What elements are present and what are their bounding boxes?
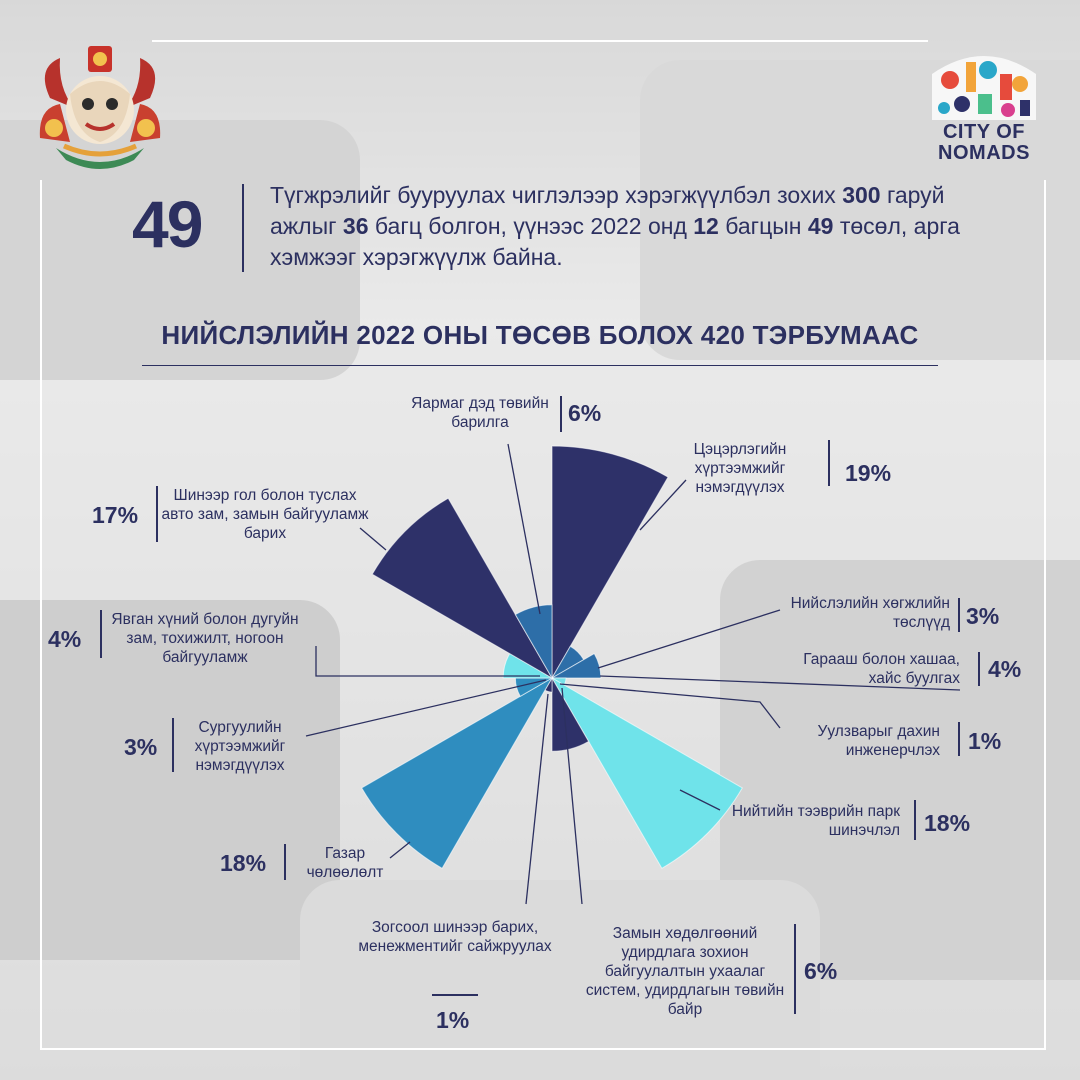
slice-percent: 4% [988,656,1022,682]
slice-percent: 19% [845,460,892,486]
intro-fragment: Түгжрэлийг бууруулах чиглэлээр хэрэгжүүлбэл зохих [270,182,843,208]
chart-title: НИЙСЛЭЛИЙН 2022 ОНЫ ТӨСӨВ БОЛОХ 420 ТЭРБУМААС [161,320,919,350]
leader-line [508,444,540,614]
intro-fragment: багц болгон, үүнээс 2022 онд [368,213,694,239]
slice-label: Гарааш болон хашаа, хайс буулгах [803,651,960,687]
label-divider [958,722,960,756]
label-divider [794,924,796,1014]
logo-text: CITY OF NOMADS [938,121,1030,164]
slice-percent: 18% [220,850,267,876]
label-divider [978,652,980,686]
intro-highlight: 49 [807,213,834,239]
leader-line [598,610,780,668]
slice-label: Уулзварыг дахин инженерчлэх [817,723,940,759]
label-divider [432,994,478,996]
slice-percent: 17% [92,502,139,528]
slice-label: Цэцэрлэгийн хүртээмжийг нэмэгдүүлэх [693,441,787,496]
slice-percent: 6% [568,400,602,426]
slice-percent: 3% [966,603,1000,629]
label-divider [560,396,562,432]
pie-slice [552,446,668,678]
label-divider [172,718,174,772]
slice-label: Шинээр гол болон туслах авто зам, замын байгууламж барих [161,487,369,542]
intro-fragment: багцын [718,213,808,239]
intro-highlight: 36 [342,213,369,239]
pie-slice [372,498,552,678]
label-divider [958,598,960,632]
intro-highlight: 12 [693,213,719,239]
slice-percent: 1% [436,1007,470,1033]
pie-slice [362,678,552,868]
leader-line [526,694,548,904]
intro-highlight: 300 [842,182,881,208]
label-divider [914,800,916,840]
label-divider [284,844,286,880]
slice-label: Зогсоол шинээр барих, менежментийг сайжруулах [358,919,552,955]
intro-fragment: төсөл, арга хэмжээг хэрэгжүүлж байна. [270,213,960,270]
slice-percent: 4% [48,626,82,652]
slice-percent: 3% [124,734,158,760]
label-divider [828,440,830,486]
pie-slice [552,678,742,868]
slice-percent: 18% [924,810,971,836]
intro-fragment: гаруй ажлыг [270,182,945,239]
slice-percent: 6% [804,958,838,984]
slice-label: Яармаг дэд төвийн барилга [411,395,549,431]
label-divider [100,610,102,658]
slice-label: Газар чөлөөлөлт [306,845,384,881]
slice-label: Нийтийн тээврийн парк шинэчлэл [731,803,900,839]
slice-label: Нийслэлийн хөгжлийн төслүүд [790,595,950,631]
label-divider [156,486,158,542]
slice-label: Явган хүний болон дугуйн зам, тохижилт, ногоон байгууламж [111,611,299,666]
slice-percent: 1% [968,728,1002,754]
slice-label: Сургуулийн хүртээмжийг нэмэгдүүлэх [194,719,286,774]
headline-number: 49 [132,187,202,261]
slice-label: Замын хөдөлгөөний удирдлага зохион байгуулалтын ухаалаг систем, удирдлагын төвийн байр [585,925,785,1018]
